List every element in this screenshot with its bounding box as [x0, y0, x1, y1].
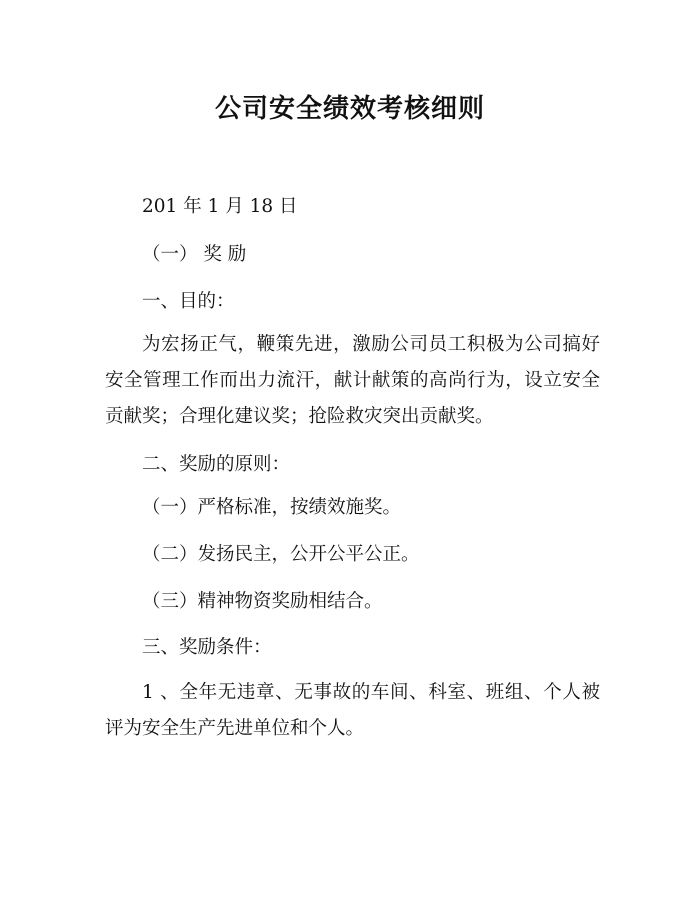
- principle-item-3: （三）精神物资奖励相结合。: [142, 591, 383, 612]
- condition-item-1: 1 、全年无违章、无事故的车间、科室、班组、个人被评为安全生产先进单位和个人。: [105, 682, 600, 739]
- section-heading-reward: （一） 奖 励: [142, 244, 247, 265]
- purpose-paragraph: 为宏扬正气，鞭策先进，激励公司员工积极为公司搞好安全管理工作而出力流汗，献计献策的高尚行为，设立安全贡献奖；合理化建议奖；抢险救灾突出贡献奖。: [105, 334, 600, 427]
- principle-item-2: （二）发扬民主，公开公平公正。: [142, 544, 420, 565]
- heading-conditions: 三、奖励条件：: [142, 637, 272, 658]
- document-date: 201 年 1 月 18 日: [142, 196, 298, 217]
- heading-principles: 二、奖励的原则：: [142, 454, 291, 475]
- heading-purpose: 一、目的：: [142, 291, 235, 312]
- principle-item-1: （一）严格标准，按绩效施奖。: [142, 497, 402, 518]
- document-title: 公司安全绩效考核细则: [214, 94, 485, 124]
